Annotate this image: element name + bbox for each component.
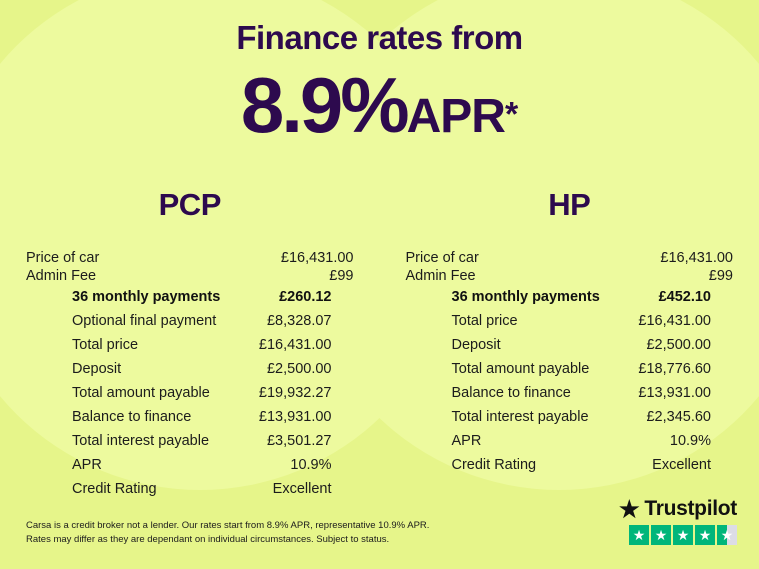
row-label: Balance to finance xyxy=(72,409,192,426)
row-value: 10.9% xyxy=(290,457,332,474)
row-value: £16,431.00 xyxy=(258,337,332,354)
row-label: Admin Fee xyxy=(26,268,97,285)
finance-column-pcp xyxy=(0,187,380,501)
rate-unit: APR xyxy=(406,90,505,144)
rates-table-hp xyxy=(406,249,734,477)
star-icon: ★ xyxy=(629,525,649,545)
row-label: Admin Fee xyxy=(405,268,476,285)
row-label: Deposit xyxy=(451,337,501,354)
row-value: £2,500.00 xyxy=(646,337,711,354)
star-icon: ★ xyxy=(695,525,715,545)
table-row xyxy=(406,267,734,285)
table-row xyxy=(26,267,354,285)
page-title: Finance rates from xyxy=(236,19,523,56)
star-icon: ★ xyxy=(673,525,693,545)
row-value: £2,500.00 xyxy=(266,361,332,378)
row-value: £99 xyxy=(329,268,354,285)
row-value: £260.12 xyxy=(279,289,332,306)
table-row xyxy=(406,249,734,267)
table-row xyxy=(26,249,354,267)
row-value: £19,932.27 xyxy=(258,385,332,402)
finance-column-hp xyxy=(380,187,759,501)
table-row xyxy=(26,477,354,501)
disclaimer-text: Carsa is a credit broker not a lender. Our rates start from 8.9% APR, representative 10.9% APR. Rates may differ as they are dependant on individual circumstances. Subject to status. xyxy=(26,519,430,545)
row-value: £18,776.60 xyxy=(638,361,711,378)
table-row xyxy=(26,333,354,357)
table-row xyxy=(406,285,734,309)
row-label: Total interest payable xyxy=(451,409,589,426)
row-label: Total interest payable xyxy=(72,433,210,450)
row-label: APR xyxy=(451,433,482,450)
rate-value: 8.9% xyxy=(240,61,407,150)
row-label: Total price xyxy=(72,337,139,354)
row-label: Optional final payment xyxy=(72,313,217,330)
table-row xyxy=(26,357,354,381)
row-value: £8,328.07 xyxy=(266,313,332,330)
table-row xyxy=(26,405,354,429)
trustpilot-star-icon: ★ xyxy=(619,495,640,522)
table-row xyxy=(406,333,734,357)
column-title-hp: HP xyxy=(548,187,591,223)
trustpilot-name: Trustpilot xyxy=(644,497,737,520)
row-label: Price of car xyxy=(26,250,100,267)
trustpilot-rating-stars xyxy=(619,525,737,545)
row-value: £99 xyxy=(708,268,733,285)
table-row xyxy=(406,429,734,453)
trustpilot-badge xyxy=(619,497,737,545)
row-value: £452.10 xyxy=(658,289,711,306)
row-value: £16,431.00 xyxy=(638,313,711,330)
table-row xyxy=(26,381,354,405)
table-row xyxy=(26,309,354,333)
headline-rate xyxy=(0,60,759,151)
row-label: Total price xyxy=(451,313,518,330)
table-row xyxy=(26,453,354,477)
trustpilot-wordmark xyxy=(619,497,737,521)
table-row xyxy=(406,309,734,333)
row-value: £13,931.00 xyxy=(638,385,711,402)
row-label: 36 monthly payments xyxy=(72,289,221,306)
table-row xyxy=(406,381,734,405)
row-label: Total amount payable xyxy=(72,385,210,402)
row-value: £16,431.00 xyxy=(280,250,354,267)
column-title-pcp: PCP xyxy=(158,187,221,223)
rates-table-pcp xyxy=(26,249,354,501)
table-row xyxy=(406,357,734,381)
table-row xyxy=(406,453,734,477)
row-label: Credit Rating xyxy=(451,457,537,474)
row-value: Excellent xyxy=(652,457,711,474)
row-label: 36 monthly payments xyxy=(451,289,600,306)
finance-comparison xyxy=(0,187,759,501)
half-star-icon: ★ xyxy=(717,525,737,545)
row-label: Price of car xyxy=(405,250,479,267)
row-value: £16,431.00 xyxy=(660,250,733,267)
row-value: 10.9% xyxy=(669,433,711,450)
poster-footer xyxy=(0,495,759,569)
row-value: Excellent xyxy=(272,481,332,498)
table-row xyxy=(26,429,354,453)
row-value: £13,931.00 xyxy=(258,409,332,426)
row-label: Balance to finance xyxy=(451,385,571,402)
row-label: APR xyxy=(72,457,102,474)
row-label: Total amount payable xyxy=(451,361,590,378)
table-row xyxy=(406,405,734,429)
asterisk-mark: * xyxy=(504,95,519,134)
row-value: £2,345.60 xyxy=(646,409,711,426)
row-label: Credit Rating xyxy=(72,481,157,498)
row-value: £3,501.27 xyxy=(266,433,332,450)
star-icon: ★ xyxy=(651,525,671,545)
table-row xyxy=(26,285,354,309)
row-label: Deposit xyxy=(72,361,122,378)
